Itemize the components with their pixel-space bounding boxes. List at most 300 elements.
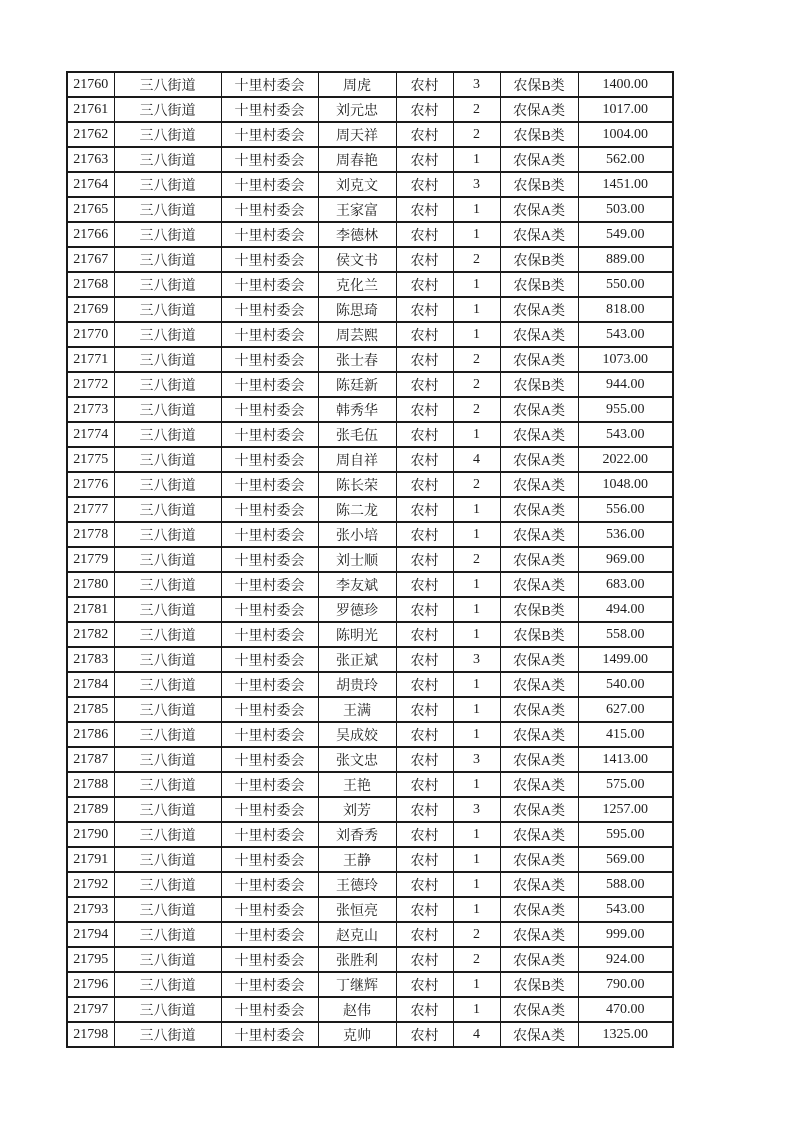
cell-person-count: 2 [453,122,500,147]
cell-person-name: 陈长荣 [318,472,396,497]
cell-street: 三八街道 [114,822,221,847]
cell-insurance-class: 农保A类 [500,847,578,872]
cell-insurance-class: 农保A类 [500,522,578,547]
cell-insurance-class: 农保A类 [500,1022,578,1047]
cell-household-type: 农村 [396,797,453,822]
table-row [67,947,673,972]
cell-village-committee: 十里村委会 [221,822,318,847]
cell-record-id: 21772 [67,372,114,397]
cell-amount: 536.00 [578,522,673,547]
cell-street: 三八街道 [114,497,221,522]
cell-person-count: 4 [453,447,500,472]
cell-street: 三八街道 [114,547,221,572]
cell-household-type: 农村 [396,222,453,247]
cell-street: 三八街道 [114,797,221,822]
cell-record-id: 21786 [67,722,114,747]
cell-insurance-class: 农保B类 [500,72,578,97]
table-row [67,872,673,897]
cell-amount: 540.00 [578,672,673,697]
cell-street: 三八街道 [114,72,221,97]
cell-amount: 470.00 [578,997,673,1022]
cell-household-type: 农村 [396,697,453,722]
cell-village-committee: 十里村委会 [221,672,318,697]
cell-village-committee: 十里村委会 [221,997,318,1022]
cell-person-count: 1 [453,897,500,922]
cell-person-name: 陈明光 [318,622,396,647]
table-row [67,97,673,122]
cell-household-type: 农村 [396,722,453,747]
cell-person-count: 3 [453,72,500,97]
cell-record-id: 21771 [67,347,114,372]
table-row [67,597,673,622]
cell-person-name: 张文忠 [318,747,396,772]
cell-person-count: 1 [453,847,500,872]
cell-record-id: 21792 [67,872,114,897]
cell-household-type: 农村 [396,572,453,597]
cell-street: 三八街道 [114,672,221,697]
cell-village-committee: 十里村委会 [221,972,318,997]
cell-insurance-class: 农保A类 [500,347,578,372]
cell-insurance-class: 农保A类 [500,697,578,722]
cell-street: 三八街道 [114,197,221,222]
cell-person-name: 丁继辉 [318,972,396,997]
cell-village-committee: 十里村委会 [221,597,318,622]
cell-record-id: 21781 [67,597,114,622]
cell-amount: 415.00 [578,722,673,747]
cell-street: 三八街道 [114,272,221,297]
cell-insurance-class: 农保A类 [500,897,578,922]
cell-insurance-class: 农保B类 [500,372,578,397]
cell-village-committee: 十里村委会 [221,572,318,597]
cell-street: 三八街道 [114,247,221,272]
cell-insurance-class: 农保A类 [500,822,578,847]
table-row [67,172,673,197]
cell-person-name: 周天祥 [318,122,396,147]
table-row [67,497,673,522]
cell-household-type: 农村 [396,172,453,197]
cell-village-committee: 十里村委会 [221,472,318,497]
cell-household-type: 农村 [396,522,453,547]
cell-village-committee: 十里村委会 [221,497,318,522]
cell-record-id: 21782 [67,622,114,647]
cell-household-type: 农村 [396,472,453,497]
cell-insurance-class: 农保A类 [500,497,578,522]
cell-village-committee: 十里村委会 [221,647,318,672]
table-row [67,397,673,422]
cell-record-id: 21789 [67,797,114,822]
cell-record-id: 21791 [67,847,114,872]
cell-amount: 969.00 [578,547,673,572]
cell-insurance-class: 农保A类 [500,572,578,597]
cell-person-name: 陈廷新 [318,372,396,397]
table-row [67,322,673,347]
cell-person-count: 3 [453,647,500,672]
cell-household-type: 农村 [396,247,453,272]
cell-person-name: 周芸熙 [318,322,396,347]
cell-amount: 818.00 [578,297,673,322]
cell-person-count: 2 [453,247,500,272]
cell-street: 三八街道 [114,597,221,622]
table-row [67,447,673,472]
cell-amount: 558.00 [578,622,673,647]
cell-person-count: 1 [453,522,500,547]
cell-record-id: 21766 [67,222,114,247]
cell-person-name: 侯文书 [318,247,396,272]
cell-amount: 944.00 [578,372,673,397]
cell-street: 三八街道 [114,147,221,172]
cell-household-type: 农村 [396,372,453,397]
cell-amount: 683.00 [578,572,673,597]
cell-street: 三八街道 [114,397,221,422]
cell-person-count: 1 [453,572,500,597]
cell-village-committee: 十里村委会 [221,847,318,872]
cell-household-type: 农村 [396,997,453,1022]
cell-amount: 549.00 [578,222,673,247]
table-row [67,847,673,872]
table-row [67,697,673,722]
cell-amount: 575.00 [578,772,673,797]
cell-amount: 543.00 [578,897,673,922]
cell-person-name: 胡贵玲 [318,672,396,697]
cell-insurance-class: 农保A类 [500,922,578,947]
cell-village-committee: 十里村委会 [221,697,318,722]
cell-person-count: 1 [453,672,500,697]
cell-person-count: 1 [453,197,500,222]
cell-household-type: 农村 [396,622,453,647]
cell-household-type: 农村 [396,947,453,972]
cell-household-type: 农村 [396,422,453,447]
cell-village-committee: 十里村委会 [221,97,318,122]
cell-person-name: 张胜利 [318,947,396,972]
cell-record-id: 21761 [67,97,114,122]
cell-household-type: 农村 [396,672,453,697]
table-row [67,922,673,947]
cell-person-name: 克帅 [318,1022,396,1047]
cell-household-type: 农村 [396,897,453,922]
cell-street: 三八街道 [114,1022,221,1047]
cell-amount: 1499.00 [578,647,673,672]
cell-record-id: 21796 [67,972,114,997]
cell-insurance-class: 农保A类 [500,672,578,697]
cell-insurance-class: 农保A类 [500,297,578,322]
table-row [67,997,673,1022]
cell-insurance-class: 农保A类 [500,97,578,122]
table-body [67,72,673,1047]
document-page [66,71,673,1048]
cell-record-id: 21767 [67,247,114,272]
table-row [67,572,673,597]
table-row [67,347,673,372]
cell-person-name: 吴成姣 [318,722,396,747]
cell-village-committee: 十里村委会 [221,547,318,572]
cell-person-name: 张士春 [318,347,396,372]
insurance-payment-table [66,71,674,1048]
cell-insurance-class: 农保A类 [500,547,578,572]
table-row [67,422,673,447]
cell-insurance-class: 农保B类 [500,122,578,147]
cell-street: 三八街道 [114,172,221,197]
table-row [67,672,673,697]
cell-village-committee: 十里村委会 [221,122,318,147]
cell-person-name: 王满 [318,697,396,722]
cell-household-type: 农村 [396,97,453,122]
cell-insurance-class: 农保A类 [500,197,578,222]
cell-person-name: 刘香秀 [318,822,396,847]
cell-person-name: 克化兰 [318,272,396,297]
cell-amount: 556.00 [578,497,673,522]
cell-village-committee: 十里村委会 [221,197,318,222]
cell-person-count: 1 [453,222,500,247]
table-row [67,147,673,172]
cell-record-id: 21783 [67,647,114,672]
cell-insurance-class: 农保A类 [500,472,578,497]
cell-household-type: 农村 [396,547,453,572]
table-row [67,622,673,647]
cell-street: 三八街道 [114,997,221,1022]
table-row [67,797,673,822]
cell-household-type: 农村 [396,847,453,872]
cell-amount: 2022.00 [578,447,673,472]
cell-amount: 543.00 [578,322,673,347]
cell-insurance-class: 农保B类 [500,597,578,622]
cell-record-id: 21780 [67,572,114,597]
cell-amount: 562.00 [578,147,673,172]
cell-person-name: 王德玲 [318,872,396,897]
cell-insurance-class: 农保B类 [500,247,578,272]
cell-amount: 1451.00 [578,172,673,197]
cell-person-count: 4 [453,1022,500,1047]
cell-household-type: 农村 [396,147,453,172]
cell-record-id: 21798 [67,1022,114,1047]
cell-household-type: 农村 [396,1022,453,1047]
cell-street: 三八街道 [114,122,221,147]
cell-person-count: 2 [453,97,500,122]
table-row [67,897,673,922]
cell-person-count: 2 [453,922,500,947]
cell-person-count: 1 [453,997,500,1022]
cell-amount: 1413.00 [578,747,673,772]
cell-person-count: 1 [453,872,500,897]
cell-person-count: 1 [453,822,500,847]
cell-amount: 550.00 [578,272,673,297]
cell-street: 三八街道 [114,572,221,597]
cell-village-committee: 十里村委会 [221,247,318,272]
table-row [67,822,673,847]
table-row [67,1022,673,1047]
cell-amount: 494.00 [578,597,673,622]
cell-insurance-class: 农保A类 [500,872,578,897]
cell-amount: 1325.00 [578,1022,673,1047]
cell-person-name: 张恒亮 [318,897,396,922]
table-row [67,972,673,997]
cell-street: 三八街道 [114,772,221,797]
table-row [67,522,673,547]
cell-person-name: 刘元忠 [318,97,396,122]
cell-household-type: 农村 [396,747,453,772]
table-row [67,372,673,397]
cell-household-type: 农村 [396,497,453,522]
cell-person-name: 刘士顺 [318,547,396,572]
cell-village-committee: 十里村委会 [221,872,318,897]
cell-person-count: 2 [453,372,500,397]
cell-street: 三八街道 [114,447,221,472]
cell-person-count: 1 [453,297,500,322]
table-row [67,72,673,97]
cell-household-type: 农村 [396,272,453,297]
cell-insurance-class: 农保A类 [500,422,578,447]
cell-insurance-class: 农保A类 [500,722,578,747]
cell-insurance-class: 农保A类 [500,647,578,672]
cell-person-count: 2 [453,347,500,372]
cell-street: 三八街道 [114,747,221,772]
table-row [67,122,673,147]
cell-street: 三八街道 [114,947,221,972]
cell-village-committee: 十里村委会 [221,797,318,822]
table-row [67,297,673,322]
cell-amount: 790.00 [578,972,673,997]
table-row [67,547,673,572]
cell-insurance-class: 农保A类 [500,397,578,422]
cell-village-committee: 十里村委会 [221,397,318,422]
cell-street: 三八街道 [114,922,221,947]
cell-household-type: 农村 [396,447,453,472]
cell-amount: 627.00 [578,697,673,722]
cell-insurance-class: 农保A类 [500,147,578,172]
cell-street: 三八街道 [114,322,221,347]
cell-village-committee: 十里村委会 [221,622,318,647]
cell-record-id: 21765 [67,197,114,222]
cell-person-count: 3 [453,172,500,197]
cell-amount: 588.00 [578,872,673,897]
cell-household-type: 农村 [396,872,453,897]
cell-person-name: 王艳 [318,772,396,797]
cell-household-type: 农村 [396,297,453,322]
cell-insurance-class: 农保B类 [500,272,578,297]
cell-record-id: 21770 [67,322,114,347]
cell-person-count: 1 [453,597,500,622]
cell-street: 三八街道 [114,522,221,547]
cell-village-committee: 十里村委会 [221,1022,318,1047]
cell-street: 三八街道 [114,297,221,322]
cell-street: 三八街道 [114,622,221,647]
cell-person-count: 2 [453,472,500,497]
cell-village-committee: 十里村委会 [221,297,318,322]
cell-amount: 1073.00 [578,347,673,372]
cell-street: 三八街道 [114,372,221,397]
cell-record-id: 21768 [67,272,114,297]
cell-person-name: 陈思琦 [318,297,396,322]
cell-household-type: 农村 [396,72,453,97]
cell-street: 三八街道 [114,897,221,922]
cell-person-count: 1 [453,497,500,522]
cell-household-type: 农村 [396,647,453,672]
table-row [67,197,673,222]
cell-household-type: 农村 [396,822,453,847]
cell-record-id: 21794 [67,922,114,947]
cell-person-name: 张小培 [318,522,396,547]
cell-amount: 1048.00 [578,472,673,497]
cell-person-name: 王家富 [318,197,396,222]
cell-person-count: 1 [453,972,500,997]
cell-person-count: 1 [453,322,500,347]
cell-record-id: 21776 [67,472,114,497]
cell-street: 三八街道 [114,347,221,372]
cell-street: 三八街道 [114,472,221,497]
cell-household-type: 农村 [396,922,453,947]
table-row [67,722,673,747]
cell-household-type: 农村 [396,597,453,622]
cell-household-type: 农村 [396,772,453,797]
cell-record-id: 21777 [67,497,114,522]
cell-village-committee: 十里村委会 [221,172,318,197]
cell-street: 三八街道 [114,647,221,672]
cell-village-committee: 十里村委会 [221,372,318,397]
cell-household-type: 农村 [396,322,453,347]
cell-person-name: 李德林 [318,222,396,247]
cell-amount: 955.00 [578,397,673,422]
cell-insurance-class: 农保A类 [500,322,578,347]
cell-record-id: 21788 [67,772,114,797]
cell-amount: 595.00 [578,822,673,847]
cell-street: 三八街道 [114,872,221,897]
cell-person-count: 1 [453,147,500,172]
cell-village-committee: 十里村委会 [221,922,318,947]
table-row [67,772,673,797]
cell-person-count: 1 [453,772,500,797]
cell-record-id: 21778 [67,522,114,547]
cell-record-id: 21785 [67,697,114,722]
cell-record-id: 21790 [67,822,114,847]
cell-person-count: 3 [453,747,500,772]
cell-amount: 1004.00 [578,122,673,147]
cell-street: 三八街道 [114,847,221,872]
cell-record-id: 21773 [67,397,114,422]
cell-household-type: 农村 [396,397,453,422]
cell-village-committee: 十里村委会 [221,722,318,747]
cell-record-id: 21787 [67,747,114,772]
cell-household-type: 农村 [396,197,453,222]
cell-amount: 569.00 [578,847,673,872]
cell-person-name: 王静 [318,847,396,872]
cell-record-id: 21769 [67,297,114,322]
cell-record-id: 21784 [67,672,114,697]
cell-street: 三八街道 [114,697,221,722]
cell-amount: 1017.00 [578,97,673,122]
cell-street: 三八街道 [114,422,221,447]
cell-record-id: 21795 [67,947,114,972]
cell-person-name: 李友斌 [318,572,396,597]
cell-insurance-class: 农保A类 [500,222,578,247]
cell-village-committee: 十里村委会 [221,772,318,797]
cell-village-committee: 十里村委会 [221,897,318,922]
cell-person-count: 1 [453,422,500,447]
cell-insurance-class: 农保A类 [500,997,578,1022]
cell-amount: 503.00 [578,197,673,222]
cell-insurance-class: 农保A类 [500,947,578,972]
cell-amount: 924.00 [578,947,673,972]
cell-person-name: 周虎 [318,72,396,97]
cell-person-name: 周春艳 [318,147,396,172]
cell-person-name: 张正斌 [318,647,396,672]
table-row [67,647,673,672]
table-row [67,247,673,272]
cell-insurance-class: 农保A类 [500,797,578,822]
cell-person-count: 2 [453,547,500,572]
cell-person-name: 赵伟 [318,997,396,1022]
table-row [67,272,673,297]
cell-amount: 1257.00 [578,797,673,822]
cell-person-count: 3 [453,797,500,822]
